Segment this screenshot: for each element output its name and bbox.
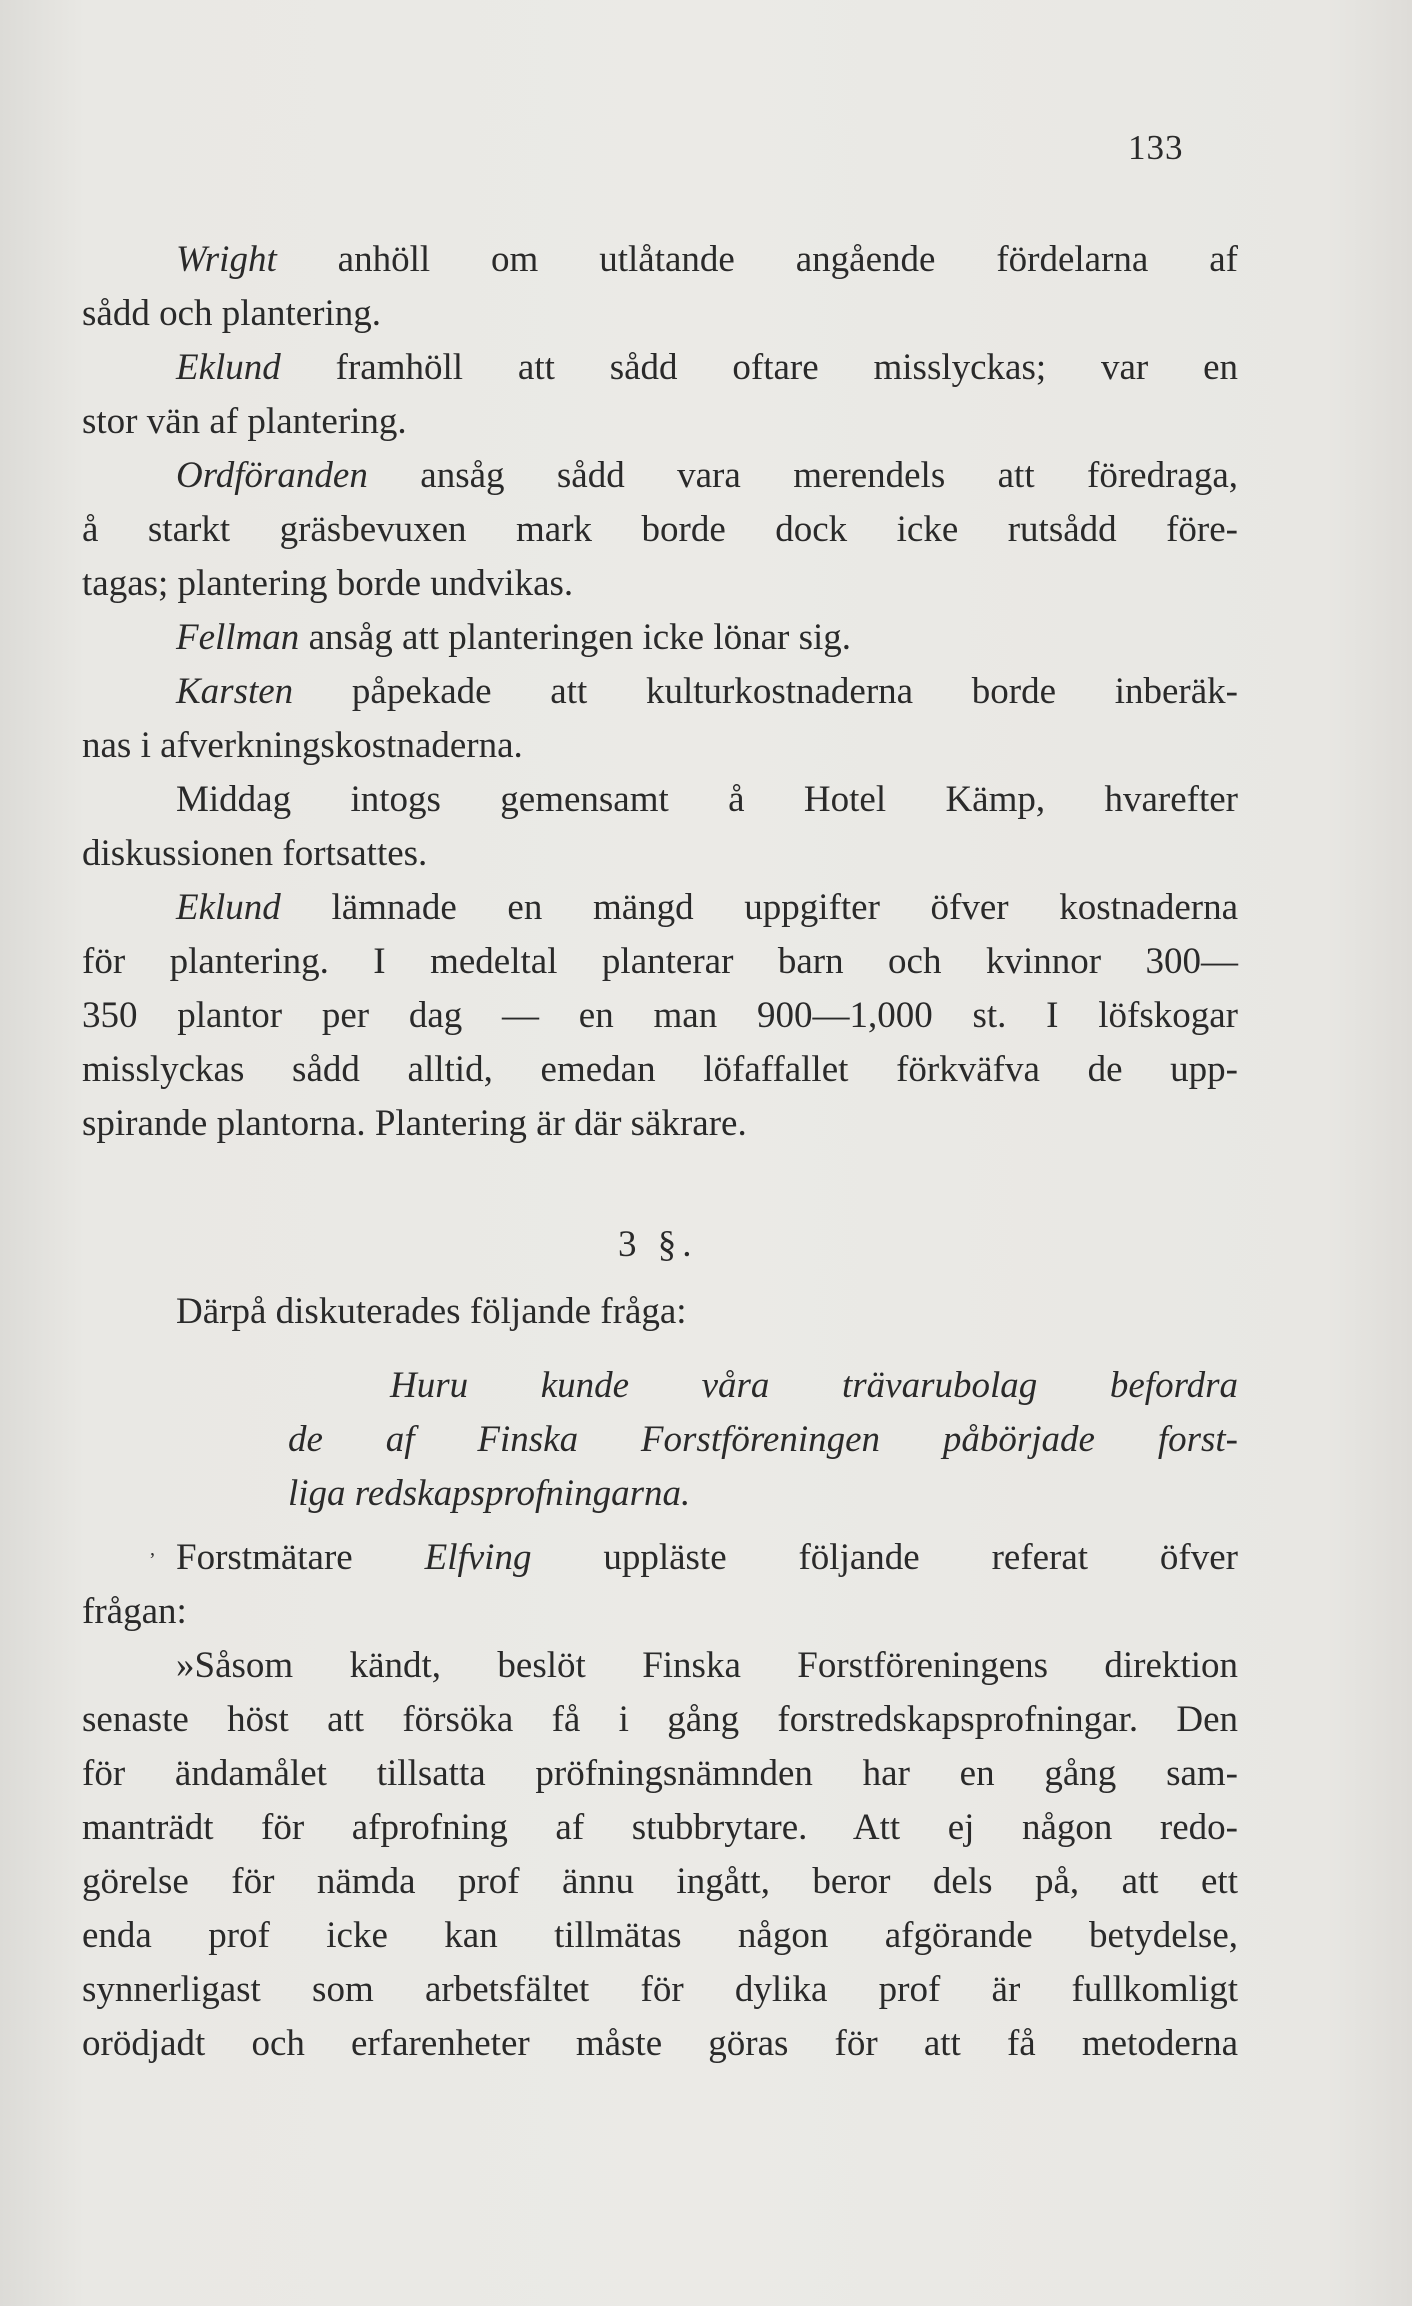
text-line: för ändamålet tillsatta pröfningsnämnden har en gång sam- xyxy=(82,1753,1238,1794)
text-line: sådd och plantering. xyxy=(82,293,381,334)
text-line: spirande plantorna. Plantering är där säkrare. xyxy=(82,1103,747,1144)
question-line: liga redskapsprofningarna. xyxy=(288,1473,691,1514)
line-text: ansåg sådd vara merendels att föredraga, xyxy=(420,455,1238,496)
text-line: misslyckas sådd alltid, emedan löfaffallet förkväfva de upp- xyxy=(82,1049,1238,1090)
line-text: anhöll om utlåtande angående fördelarna af xyxy=(337,239,1238,280)
text-line: »Såsom kändt, beslöt Finska Forstföreningens direktion xyxy=(176,1645,1238,1686)
text-line: 350 plantor per dag — en man 900—1,000 st. I löfskogar xyxy=(82,995,1238,1036)
text-line xyxy=(176,344,1238,392)
section-heading: 3 §. xyxy=(618,1224,698,1265)
line-text: påpekade att kulturkostnaderna borde inberäk- xyxy=(351,671,1238,712)
question-line: Huru kunde våra trävarubolag befordra xyxy=(390,1365,1238,1406)
text-line: orödjadt och erfarenheter måste göras för att få metoderna xyxy=(82,2023,1238,2064)
text-line: synnerligast som arbetsfältet för dylika prof är fullkomligt xyxy=(82,1969,1238,2010)
text-line: nas i afverkningskostnaderna. xyxy=(82,725,523,766)
text-line: görelse för nämda prof ännu ingått, beror dels på, att ett xyxy=(82,1861,1238,1902)
speaker-name: Elfving xyxy=(424,1537,532,1578)
stray-mark: , xyxy=(150,1538,155,1560)
text-line xyxy=(176,236,1238,284)
text-line: stor vän af plantering. xyxy=(82,401,407,442)
line-text: Forstmätare xyxy=(176,1537,353,1578)
question-line: de af Finska Forstföreningen påbörjade forst- xyxy=(288,1419,1238,1460)
text-line: manträdt för afprofning af stubbrytare. Att ej någon redo- xyxy=(82,1807,1238,1848)
text-line: för plantering. I medeltal planterar barn och kvinnor 300— xyxy=(82,941,1238,982)
text-line: å starkt gräsbevuxen mark borde dock icke rutsådd före- xyxy=(82,509,1238,550)
speaker-name: Ordföranden xyxy=(176,455,368,496)
text-line: diskussionen fortsattes. xyxy=(82,833,428,874)
line-text: ansåg att planteringen icke lönar sig. xyxy=(308,617,852,658)
text-line xyxy=(176,884,1238,932)
speaker-name: Karsten xyxy=(176,671,294,712)
line-text: uppläste följande referat öfver xyxy=(603,1537,1239,1578)
line-text: lämnade en mängd uppgifter öfver kostnaderna xyxy=(331,887,1238,928)
text-line: senaste höst att försöka få i gång forstredskapsprofningar. Den xyxy=(82,1699,1238,1740)
page-number: 133 xyxy=(1128,128,1184,167)
speaker-name: Wright xyxy=(176,239,277,280)
speaker-name: Fellman xyxy=(176,617,300,658)
speaker-name: Eklund xyxy=(176,347,281,388)
text-line xyxy=(176,668,1238,716)
text-line xyxy=(176,614,1238,662)
speaker-name: Eklund xyxy=(176,887,281,928)
text-line xyxy=(176,1534,1238,1582)
text-line: Därpå diskuterades följande fråga: xyxy=(176,1291,687,1332)
text-line xyxy=(176,452,1238,500)
text-line: enda prof icke kan tillmätas någon afgörande betydelse, xyxy=(82,1915,1238,1956)
text-line: frågan: xyxy=(82,1591,187,1632)
text-line: Middag intogs gemensamt å Hotel Kämp, hvarefter xyxy=(176,779,1238,820)
line-text: framhöll att sådd oftare misslyckas; var en xyxy=(335,347,1238,388)
text-line: tagas; plantering borde undvikas. xyxy=(82,563,574,604)
